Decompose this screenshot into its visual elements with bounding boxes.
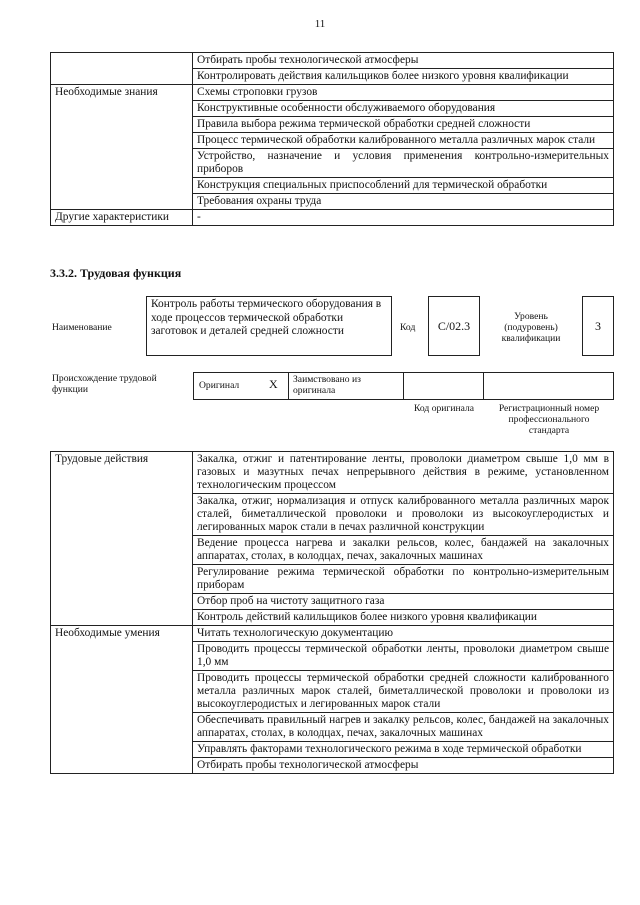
origin-row [193, 372, 614, 400]
row-item: Отбирать пробы технологической атмосферы [193, 53, 614, 69]
page-number: 11 [314, 18, 326, 30]
borrowed-label: Заимствовано из оригинала [293, 374, 361, 396]
level-label: Уровень (подуровень) квалификации [501, 311, 561, 344]
row-item: Правила выбора режима термической обработки средней сложности [193, 117, 614, 133]
original-label: Оригинал [199, 380, 240, 391]
code-value-box: C/02.3 [428, 296, 480, 356]
table-row [51, 626, 614, 642]
row-item: Закалка, отжиг, нормализация и отпуск калиброванного металла различных марок сталей, биметаллической проволоки и проволоки из высокоуглеродистых и легированных марок стали в печах различной конструкции [193, 494, 614, 536]
code-caption: Код оригинала [413, 403, 475, 414]
row-item: Схемы строповки грузов [193, 85, 614, 101]
section-title: 3.3.2. Трудовая функция [50, 266, 182, 280]
code-label: Код [400, 322, 416, 333]
row-item: Конструктивные особенности обслуживаемого оборудования [193, 101, 614, 117]
row-item: Ведение процесса нагрева и закалки рельсов, колес, бандажей на закалочных аппаратах, столах, в колодцах, печах, закалочных машинах [193, 536, 614, 565]
row-item: Проводить процессы термической обработки средней сложности калиброванного металла различных марок сталей, биметаллической проволоки и проволоки из высокоуглеродистых и легированных марок стали [193, 671, 614, 713]
row-item: Устройство, назначение и условия применения контрольно-измерительных приборов [193, 149, 614, 178]
level-value-box: 3 [582, 296, 614, 356]
skills-knowledge-table [50, 52, 614, 226]
original-cell [193, 372, 289, 400]
row-item: Закалка, отжиг и патентирование ленты, проволоки диаметром свыше 1,0 мм в газовых и мазутных печах непрерывного действия в режиме, установленном технологическим процессом [193, 452, 614, 494]
row-item: Контролировать действия калильщиков более низкого уровня квалификации [193, 69, 614, 85]
row-item: Отбирать пробы технологической атмосферы [193, 758, 614, 774]
row-item: Читать технологическую документацию [193, 626, 614, 642]
table-row [51, 53, 614, 69]
function-name-box: Контроль работы термического оборудования в ходе процессов термической обработки заготовок и деталей средней сложности [146, 296, 392, 356]
row-item: Проводить процессы термической обработки ленты, проволоки диаметром свыше 1,0 мм [193, 642, 614, 671]
table-row [51, 210, 614, 226]
actions-skills-table [50, 451, 614, 774]
row-item: Конструкция специальных приспособлений для термической обработки [193, 178, 614, 194]
row-label: Трудовые действия [51, 452, 193, 626]
row-item: Контроль действий калильщиков более низкого уровня квалификации [193, 610, 614, 626]
table-row [51, 85, 614, 101]
table-row [51, 452, 614, 494]
name-label: Наименование [52, 322, 112, 333]
row-item: - [193, 210, 614, 226]
borrowed-cell [289, 372, 404, 400]
original-mark: X [269, 377, 278, 391]
row-item: Отбор проб на чистоту защитного газа [193, 594, 614, 610]
row-item: Процесс термической обработки калиброванного металла различных марок стали [193, 133, 614, 149]
origin-code-cell [404, 372, 484, 400]
row-label: Другие характеристики [51, 210, 193, 226]
row-label [51, 53, 193, 85]
reg-caption: Регистрационный номер профессионального стандарта [498, 403, 600, 436]
row-label: Необходимые умения [51, 626, 193, 774]
row-item: Обеспечивать правильный нагрев и закалку рельсов, колес, бандажей на закалочных аппаратах, столах, в колодцах, печах, закалочных машинах [193, 713, 614, 742]
row-item: Регулирование режима термической обработки по контрольно-измерительным приборам [193, 565, 614, 594]
origin-label: Происхождение трудовой функции [52, 373, 157, 395]
row-label: Необходимые знания [51, 85, 193, 210]
row-item: Требования охраны труда [193, 194, 614, 210]
row-item: Управлять факторами технологического режима в ходе термической обработки [193, 742, 614, 758]
